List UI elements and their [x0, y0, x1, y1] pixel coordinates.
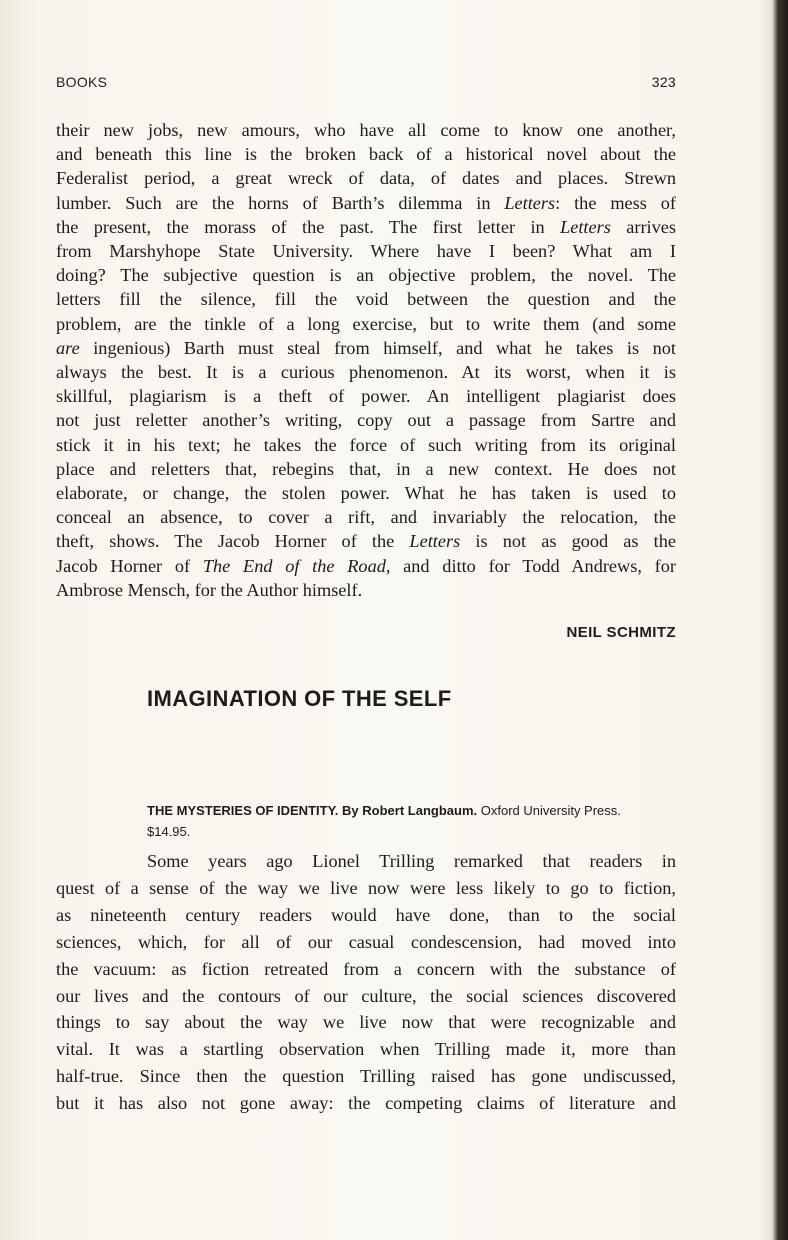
text-segment: ingenious) Barth must steal from himself, and what he takes is not	[79, 337, 676, 358]
text-line	[56, 457, 676, 481]
text-segment: the present, the morass of the past. The first letter in	[56, 216, 561, 237]
text-line	[56, 433, 676, 457]
text-line	[56, 1064, 676, 1088]
text-segment: Some years ago Lionel Trilling remarked that readers in	[147, 851, 676, 871]
text-line	[56, 529, 676, 553]
text-segment: is not as good as the	[460, 531, 676, 552]
book-citation	[147, 800, 667, 842]
text-segment: things to say about the way we live now that were recognizable and	[56, 1012, 676, 1033]
text-segment: their new jobs, new amours, who have all come to know one another,	[56, 120, 676, 140]
text-segment: theft, shows. The Jacob Horner of the	[56, 531, 410, 552]
text-line	[56, 984, 676, 1008]
italic-text: The End of the Road,	[202, 555, 391, 576]
italic-text: Letters	[504, 192, 556, 213]
text-line	[56, 263, 676, 287]
book-publisher: Oxford University Press. $14.95.	[147, 803, 621, 839]
book-title: THE MYSTERIES OF IDENTITY.	[147, 803, 339, 818]
text-line	[56, 142, 676, 166]
page-number: 323	[651, 74, 676, 90]
text-line	[56, 481, 676, 505]
author-signature: NEIL SCHMITZ	[566, 624, 676, 641]
text-line	[56, 239, 676, 263]
text-segment: Jacob Horner of	[56, 555, 203, 576]
text-line	[56, 336, 676, 360]
text-line	[56, 957, 676, 981]
text-segment: sciences, which, for all of our casual condescension, had moved into	[56, 931, 676, 952]
italic-text: Letters	[560, 216, 611, 237]
text-segment: half-true. Since then the question Trilling raised has gone undiscussed,	[56, 1066, 676, 1087]
text-line	[56, 1037, 676, 1061]
text-segment: letters fill the silence, fill the void between the question and the	[56, 289, 676, 310]
text-line	[56, 384, 676, 408]
text-line	[147, 849, 676, 873]
text-line	[56, 505, 676, 529]
text-segment: Ambrose Mensch, for the Author himself.	[56, 579, 363, 600]
text-segment: problem, are the tinkle of a long exercise, but to write them (and some	[56, 313, 676, 334]
text-line	[56, 360, 676, 384]
text-line	[56, 287, 676, 311]
review-title: IMAGINATION OF THE SELF	[147, 686, 452, 711]
book-author: By Robert Langbaum.	[342, 803, 478, 818]
text-segment: our lives and the contours of our culture, the social sciences discovered	[56, 985, 676, 1006]
text-segment: from Marshyhope State University. Where have I been? What am I	[56, 241, 676, 261]
text-line	[56, 191, 676, 215]
italic-text: are	[56, 337, 80, 358]
text-line	[56, 903, 676, 927]
text-line	[56, 1010, 676, 1034]
text-segment: and ditto for Todd Andrews, for	[390, 555, 676, 576]
text-line	[56, 312, 676, 336]
text-line	[56, 554, 676, 578]
text-segment: always the best. It is a curious phenomenon. At its worst, when it is	[56, 362, 676, 382]
text-segment: vital. It was a startling observation when Trilling made it, more than	[56, 1039, 676, 1060]
text-line	[56, 118, 676, 142]
text-segment: quest of a sense of the way we live now were less likely to go to fiction,	[56, 877, 676, 898]
text-segment: as nineteenth century readers would have done, than to the social	[56, 904, 676, 925]
text-segment: doing? The subjective question is an objective problem, the novel. The	[56, 265, 676, 286]
text-segment: skillful, plagiarism is a theft of power. An intelligent plagiarist does	[56, 386, 676, 407]
text-segment: and beneath this line is the broken back of a historical novel about the	[56, 144, 676, 165]
running-header: BOOKS	[56, 74, 108, 90]
text-line	[56, 215, 676, 239]
text-line	[56, 876, 676, 900]
text-line	[56, 578, 676, 602]
text-segment: lumber. Such are the horns of Barth’s dilemma in	[56, 192, 505, 213]
text-segment: place and reletters that, rebegins that, in a new context. He does not	[56, 458, 676, 479]
text-segment: : the mess of	[555, 192, 676, 213]
italic-text: Letters	[409, 531, 461, 552]
text-line	[56, 408, 676, 432]
text-line	[56, 1091, 676, 1115]
text-segment: conceal an absence, to cover a rift, and invariably the relocation, the	[56, 507, 676, 528]
text-line	[56, 166, 676, 190]
text-segment: not just reletter another’s writing, copy out a passage from Sartre and	[56, 410, 676, 431]
text-line	[56, 930, 676, 954]
text-segment: stick it in his text; he takes the force of such writing from its original	[56, 434, 676, 455]
text-segment: arrives	[610, 216, 676, 237]
text-segment: elaborate, or change, the stolen power. What he has taken is used to	[56, 483, 676, 503]
text-segment: the vacuum: as fiction retreated from a concern with the substance of	[56, 958, 676, 979]
text-segment: Federalist period, a great wreck of data, of dates and places. Strewn	[56, 168, 676, 189]
text-segment: but it has also not gone away: the competing claims of literature and	[56, 1093, 676, 1114]
